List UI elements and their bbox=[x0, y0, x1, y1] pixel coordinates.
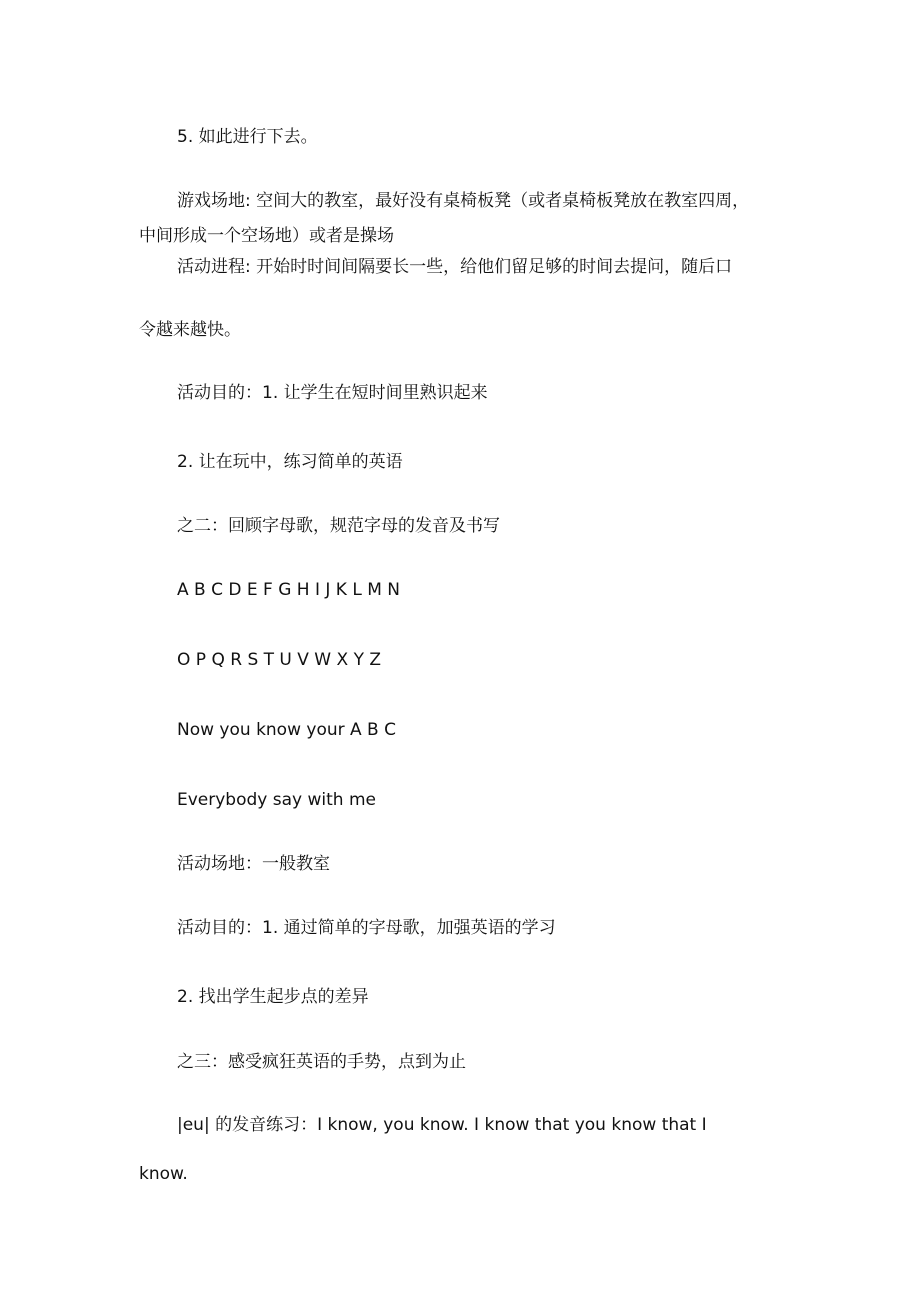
paragraph-pronunciation-cont: know. bbox=[139, 1164, 188, 1184]
paragraph-activity-goal-1: 活动目的：1. 让学生在短时间里熟识起来 bbox=[177, 383, 488, 403]
heading-part-two: 之二：回顾字母歌，规范字母的发音及书写 bbox=[177, 516, 500, 536]
paragraph-pronunciation: |eu| 的发音练习：I know, you know. I know that you know that I bbox=[177, 1115, 707, 1135]
alphabet-line-1: A B C D E F G H I J K L M N bbox=[177, 580, 401, 600]
paragraph-game-venue: 游戏场地: 空间大的教室，最好没有桌椅板凳（或者桌椅板凳放在教室四周， bbox=[177, 191, 750, 211]
paragraph-activity-goal-2b: 2. 找出学生起步点的差异 bbox=[177, 987, 369, 1007]
heading-part-three: 之三：感受疯狂英语的手势，点到为止 bbox=[177, 1052, 466, 1072]
paragraph-activity-goal-1b: 活动目的：1. 通过简单的字母歌，加强英语的学习 bbox=[177, 918, 556, 938]
paragraph-activity-process: 活动进程: 开始时时间间隔要长一些，给他们留足够的时间去提问，随后口 bbox=[177, 257, 733, 277]
paragraph-activity-goal-2: 2. 让在玩中，练习简单的英语 bbox=[177, 452, 403, 472]
paragraph-activity-process-cont: 令越来越快。 bbox=[139, 320, 241, 340]
paragraph-game-venue-cont: 中间形成一个空场地）或者是操场 bbox=[139, 226, 394, 246]
paragraph-step-5: 5. 如此进行下去。 bbox=[177, 127, 318, 147]
paragraph-activity-venue: 活动场地：一般教室 bbox=[177, 854, 330, 874]
song-line-4: Everybody say with me bbox=[177, 790, 376, 810]
alphabet-line-2: O P Q R S T U V W X Y Z bbox=[177, 650, 381, 670]
song-line-3: Now you know your A B C bbox=[177, 720, 396, 740]
